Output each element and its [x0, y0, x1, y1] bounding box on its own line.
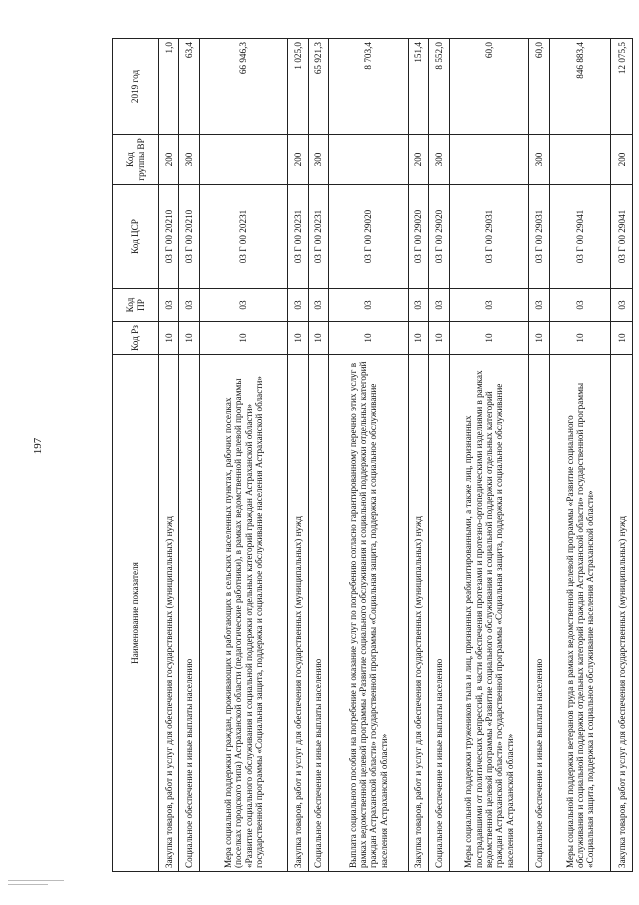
cell-csr: 03 Г 00 20231	[308, 185, 328, 289]
cell-value: 63,4	[179, 39, 199, 135]
header-row	[113, 39, 159, 872]
cell-vr	[199, 135, 287, 185]
cell-csr: 03 Г 00 20231	[199, 185, 287, 289]
cell-vr: 200	[159, 135, 179, 185]
cell-name: Выплата социального пособия на погребение и оказание услуг по погребению согласно гарантированному перечню этих услуг в рамках ведомственной целевой программы «Развитие социального обслуживания и социальной поддержки отдельных категорий граждан Астраханской области» государственной программы «Социальная защита, поддержка и социальное обслуживание населения Астраханской области»	[329, 355, 409, 872]
cell-rz: 10	[329, 322, 409, 355]
cell-value: 12 075,5	[611, 39, 633, 135]
table-row	[329, 39, 409, 872]
footer-line	[8, 880, 64, 881]
cell-value: 1,0	[159, 39, 179, 135]
table-row	[159, 39, 179, 872]
cell-csr: 03 Г 00 29020	[429, 185, 449, 289]
cell-rz: 10	[429, 322, 449, 355]
cell-name: Социальное обеспечение и иные выплаты населению	[429, 355, 449, 872]
cell-vr	[329, 135, 409, 185]
page-number: 197	[32, 437, 44, 455]
cell-rz: 10	[308, 322, 328, 355]
cell-rz: 10	[199, 322, 287, 355]
cell-vr: 300	[429, 135, 449, 185]
cell-pr: 03	[429, 289, 449, 322]
cell-vr: 300	[179, 135, 199, 185]
cell-pr: 03	[308, 289, 328, 322]
cell-pr: 03	[549, 289, 610, 322]
cell-vr: 300	[529, 135, 549, 185]
cell-csr: 03 Г 00 29041	[549, 185, 610, 289]
cell-rz: 10	[288, 322, 308, 355]
cell-pr: 03	[529, 289, 549, 322]
cell-vr: 200	[611, 135, 633, 185]
cell-value: 8 552,0	[429, 39, 449, 135]
header-year: 2019 год	[113, 39, 159, 135]
header-csr: Код ЦСР	[113, 185, 159, 289]
cell-pr: 03	[199, 289, 287, 322]
budget-table	[112, 38, 633, 872]
cell-rz: 10	[408, 322, 428, 355]
cell-name: Закупка товаров, работ и услуг для обеспечения государственных (муниципальных) нужд	[611, 355, 633, 872]
cell-csr: 03 Г 00 29020	[329, 185, 409, 289]
cell-csr: 03 Г 00 29031	[449, 185, 529, 289]
cell-value: 66 946,3	[199, 39, 287, 135]
cell-vr	[449, 135, 529, 185]
cell-name: Меры социальной поддержки тружеников тыла и лиц, признанных реабилитированными, а также лиц, признанных пострадавшими от политических репрессий, в части обеспечения протезами и протезно-ортопедическими изделиями в рамках ведомственной целевой программы «Развитие социального обслуживания и социальной поддержки отдельных категорий граждан Астраханской области» государственной программы «Социальная защита, поддержка и социальное обслуживание населения Астраханской области»	[449, 355, 529, 872]
footer-line	[8, 884, 48, 885]
table-row	[408, 39, 428, 872]
cell-name: Меры социальной поддержки ветеранов труда в рамках ведомственной целевой программы «Развитие социального обслуживания и социальной поддержки отдельных категорий граждан Астраханской области» государственной программы «Социальная защита, поддержка и социальное обслуживание населения Астраханской области»	[549, 355, 610, 872]
budget-table-sheet	[112, 39, 633, 872]
cell-pr: 03	[329, 289, 409, 322]
cell-pr: 03	[611, 289, 633, 322]
cell-pr: 03	[288, 289, 308, 322]
header-rz: Код Рз	[113, 322, 159, 355]
table-row	[549, 39, 610, 872]
table-row	[429, 39, 449, 872]
cell-pr: 03	[179, 289, 199, 322]
cell-value: 1 025,0	[288, 39, 308, 135]
table-row	[611, 39, 633, 872]
cell-name: Мера социальной поддержки граждан, проживающих и работающих в сельских населенных пунктах, рабочих поселках (поселках городского типа) Астраханской области (педагогические работники), в рамках ведомственной целевой программы «Развитие социального обслуживания и социальной поддержки отдельных категорий граждан Астраханской области» государственной программы «Социальная защита, поддержка и социальное обслуживание населения Астраханской области»	[199, 355, 287, 872]
table-row	[308, 39, 328, 872]
cell-value: 60,0	[449, 39, 529, 135]
cell-csr: 03 Г 00 29041	[611, 185, 633, 289]
cell-csr: 03 Г 00 20210	[159, 185, 179, 289]
cell-rz: 10	[449, 322, 529, 355]
cell-vr: 200	[288, 135, 308, 185]
table-row	[199, 39, 287, 872]
cell-pr: 03	[449, 289, 529, 322]
cell-csr: 03 Г 00 20210	[179, 185, 199, 289]
cell-csr: 03 Г 00 29031	[529, 185, 549, 289]
cell-csr: 03 Г 00 20231	[288, 185, 308, 289]
table-row	[529, 39, 549, 872]
table-row	[179, 39, 199, 872]
cell-rz: 10	[529, 322, 549, 355]
cell-name: Социальное обеспечение и иные выплаты населению	[308, 355, 328, 872]
header-vr: Код группы ВР	[113, 135, 159, 185]
cell-vr: 200	[408, 135, 428, 185]
cell-value: 65 921,3	[308, 39, 328, 135]
header-pr: Код ПР	[113, 289, 159, 322]
cell-value: 8 703,4	[329, 39, 409, 135]
cell-rz: 10	[611, 322, 633, 355]
cell-pr: 03	[159, 289, 179, 322]
cell-value: 151,4	[408, 39, 428, 135]
cell-vr: 300	[308, 135, 328, 185]
cell-rz: 10	[179, 322, 199, 355]
cell-csr: 03 Г 00 29020	[408, 185, 428, 289]
cell-vr	[549, 135, 610, 185]
table-row	[449, 39, 529, 872]
cell-value: 60,0	[529, 39, 549, 135]
cell-name: Закупка товаров, работ и услуг для обеспечения государственных (муниципальных) нужд	[408, 355, 428, 872]
cell-rz: 10	[159, 322, 179, 355]
cell-name: Закупка товаров, работ и услуг для обеспечения государственных (муниципальных) нужд	[159, 355, 179, 872]
cell-name: Социальное обеспечение и иные выплаты населению	[179, 355, 199, 872]
cell-name: Закупка товаров, работ и услуг для обеспечения государственных (муниципальных) нужд	[288, 355, 308, 872]
cell-name: Социальное обеспечение и иные выплаты населению	[529, 355, 549, 872]
header-name: Наименование показателя	[113, 355, 159, 872]
cell-rz: 10	[549, 322, 610, 355]
cell-value: 846 883,4	[549, 39, 610, 135]
table-row	[288, 39, 308, 872]
cell-pr: 03	[408, 289, 428, 322]
